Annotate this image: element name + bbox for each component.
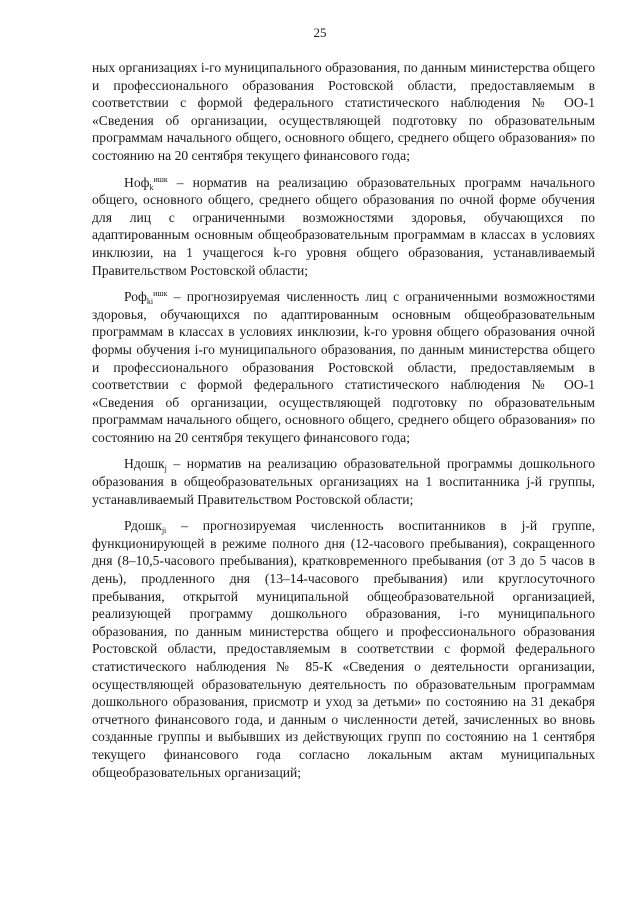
formula-term: Ндошк: [124, 456, 165, 472]
page-number: 25: [313, 25, 327, 40]
paragraph-text: – прогнозируемая численность лиц с ограниченными возможностями здоровья, обучающихся по адаптированным основным общеобразовательным программам в классах в условиях инклюзии, k-го уровня общего образования очной формы обучения i-го муниципального образования, по данным министерства общего и профессионального образования Ростовской области, предоставляемым в соответствии с формой федерального статистического наблюдения № ОО-1 «Сведения об организации, осуществляющей подготовку по образовательным программам начального общего, основного общего, среднего общего образования» по состоянию на 20 сентября текущего финансового года;: [92, 289, 595, 445]
paragraph-ndoshk-definition: [92, 455, 595, 508]
term-superscript: ишк: [153, 289, 168, 299]
term-subscript: k: [149, 182, 154, 192]
term-subscript: ji: [161, 526, 167, 536]
paragraph-text: – прогнозируемая численность воспитанников в j-й группе, функционирующей в режиме полного дня (12-часового пребывания), сокращенного дня (8–10,5-часового пребывания), кратковременного пребывания (от 3 до 5 часов в день), продленного дня (13–14-часового пребывания) или круглосуточного пребывания, открытой муниципальной общеобразовательной организацией, реализующей программу дошкольного образования, i-го муниципального образования, по данным министерства общего и профессионального образования Ростовской области, предоставляемым в соответствии с формой федерального статистического наблюдения № 85-К «Сведения о деятельности организации, осуществляющей образовательную деятельность по образовательным программам дошкольного образования, присмотр и уход за детьми» по состоянию на 31 декабря отчетного финансового года, и данным о численности детей, зачисленных во вновь созданные группы и выбывших из действующих групп по состоянию на 1 сентября текущего финансового года согласно локальным актам муниципальных общеобразовательных организаций;: [92, 518, 595, 780]
term-subscript: j: [164, 464, 167, 474]
paragraph-continuation: [92, 59, 595, 165]
formula-term: Ноф: [124, 174, 150, 190]
paragraph-text: – норматив на реализацию образовательной программы дошкольного образования в общеобразовательных организациях на 1 воспитанника j-й группы, устанавливаемый Правительством Ростовской области;: [92, 456, 595, 507]
paragraph-text: ных организациях i-го муниципального образования, по данным министерства общего и профессионального образования Ростовской области, предоставляемым в соответствии с формой федерального статистического наблюдения № ОО-1 «Сведения об организации, осуществляющей подготовку по образовательным программам начального общего, основного общего, среднего общего образования» по состоянию на 20 сентября текущего финансового года;: [92, 60, 595, 163]
formula-term: Роф: [124, 289, 147, 305]
term-superscript: ишк: [153, 174, 168, 184]
paragraph-nof-definition: [92, 174, 595, 280]
paragraph-rof-definition: [92, 288, 595, 446]
term-subscript: ki: [146, 297, 154, 307]
formula-term: Рдошк: [124, 518, 162, 534]
document-body: [92, 59, 595, 781]
paragraph-rdoshk-definition: [92, 517, 595, 781]
paragraph-text: – норматив на реализацию образовательных программ начального общего, основного общего, среднего общего образования по очной форме обучения для лиц с ограниченными возможностями здоровья, обучающихся по адаптированным основным общеобразовательным программам в классах в условиях инклюзии, на 1 учащегося k-го уровня общего образования, устанавливаемый Правительством Ростовской области;: [92, 174, 595, 278]
